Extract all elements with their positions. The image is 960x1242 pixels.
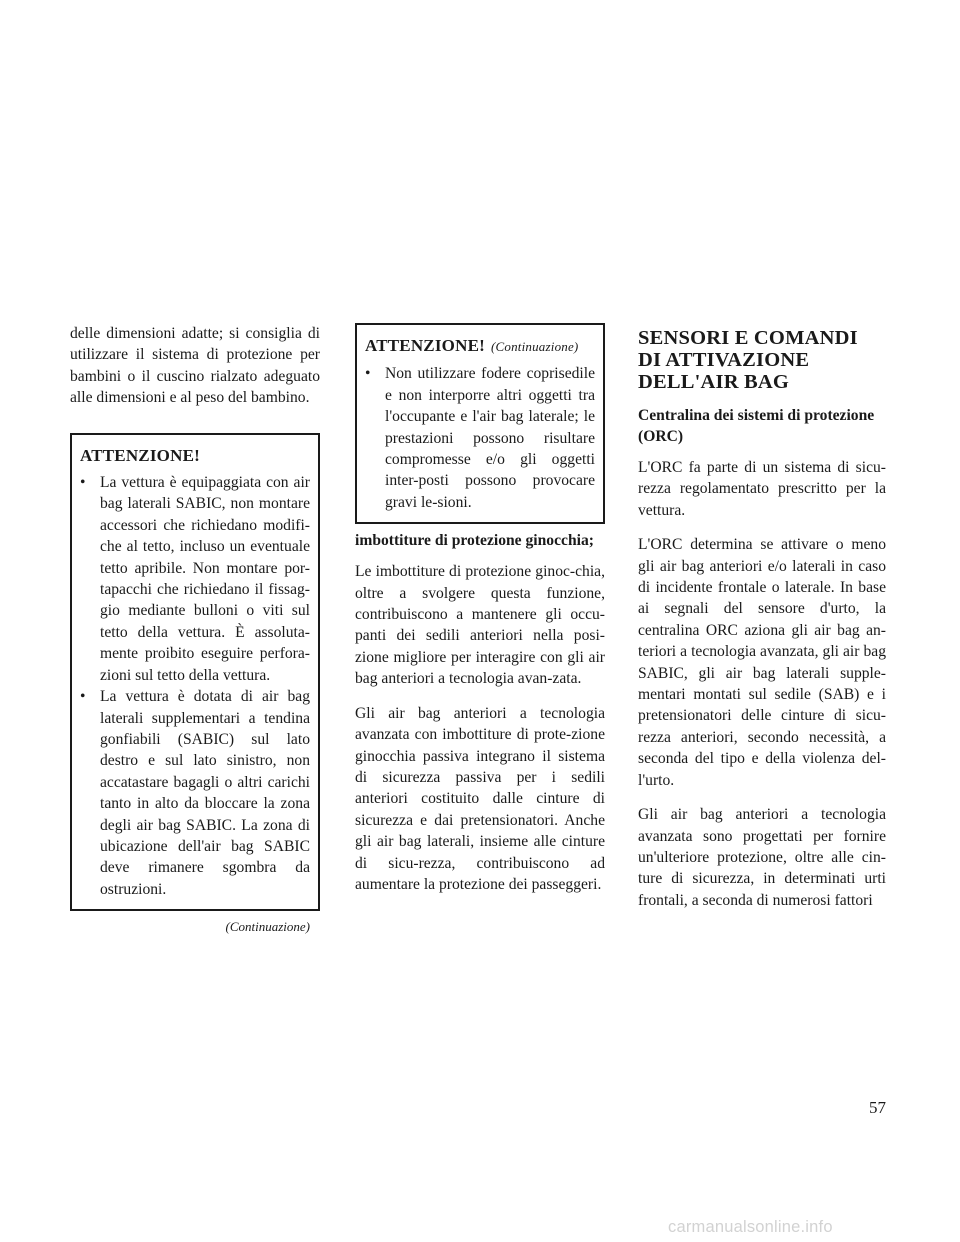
column-right [638,323,886,924]
warning-title-text: ATTENZIONE! [365,336,485,355]
warning-box-continued [355,323,605,524]
page-number: 57 [869,1098,886,1117]
warning-title [365,335,595,357]
body-paragraph: L'ORC determina se attivare o meno gli air bag anteriori e/o laterali in caso di incidente frontale o laterale. In base ai segnali del sensore d'urto, la centralina ORC aziona gli air bag an-teriori a tecnologia avanzata, gli air bag SABIC, gli air bag laterali supple-mentari montati sul sedile (SAB) e i pretensionatori delle cinture di sicu-rezza anteriori, secondo necessità, a seconda del tipo e della violenza del-l'urto. [638,536,886,789]
warning-item: • Non utilizzare fodere coprisedile e non interporre altri oggetti tra l'occupante e l'air bag laterale; le prestazioni possono risultare compromesse e/o gli oggetti inter-posti possono provocare gravi le-sioni. [365,363,595,513]
continued-label: (Continuazione) [225,919,310,935]
column-middle [355,323,605,908]
body-paragraph: Gli air bag anteriori a tecnologia avanzata sono progettati per fornire un'ulteriore protezione, oltre alle cin-ture di sicurezza, in determinati urti frontali, a seconda di numerosi fattori [638,806,886,909]
body-paragraph: Le imbottiture di protezione ginoc-chia, oltre a svolgere questa funzione, contribuiscono a mantenere gli occu-panti dei sedili anteriori nella posi-zione migliore per interagire con gli air bag anteriori a tecnologia avan-zata. [355,563,605,688]
column-left [70,323,320,938]
warning-item: • La vettura è dotata di air bag laterali supplementari a tendina gonfiabili (SABIC) sul lato destro e sul lato sinistro, non accatastare bagagli o altri carichi tanto in alto da bloccare la zona degli air bag SABIC. La zona di ubicazione dell'air bag SABIC deve rimanere sgombra da ostruzioni. [80,686,310,900]
section-heading: SENSORI E COMANDI DI ATTIVAZIONE DELL'AIR BAG [638,327,858,393]
warning-item: • La vettura è equipaggiata con air bag laterali SABIC, non montare accessori che richiedano modifi-che al tetto, incluso un eventuale tetto apribile. Non montare por-tapacchi che richiedano il fissag-gio mediante bulloni o viti sul tetto della vettura. È assoluta-mente proibito eseguire perfora-zioni sul tetto della vettura. [80,472,310,686]
warning-box [70,433,320,912]
continued-label: (Continuazione) [490,339,579,354]
warning-list [80,472,310,900]
warning-title: ATTENZIONE! [80,445,200,465]
watermark: carmanualsonline.info [668,1218,833,1236]
body-paragraph: L'ORC fa parte di un sistema di sicu-rezza regolamentato prescritto per la vettura. [638,459,886,519]
section-subheading: Centralina dei sistemi di protezione (ORC) [638,407,875,445]
warning-list [365,363,595,513]
intro-paragraph: delle dimensioni adatte; si consiglia di utilizzare il sistema di protezione per bambini o il cuscino rialzato adeguato alle dimensioni e al peso del bambino. [70,325,320,407]
section-subheading: imbottiture di protezione ginocchia; [355,532,594,550]
body-paragraph: Gli air bag anteriori a tecnologia avanzata con imbottiture di prote-zione ginocchia passiva integrano il sistema di sicurezza passiva per i sedili anteriori costituito dalle cinture di sicurezza e dai pretensionatori. Anche gli air bag laterali, insieme alle cinture di sicu-rezza, contribuiscono ad aumentare la protezione dei passeggeri. [355,704,605,893]
